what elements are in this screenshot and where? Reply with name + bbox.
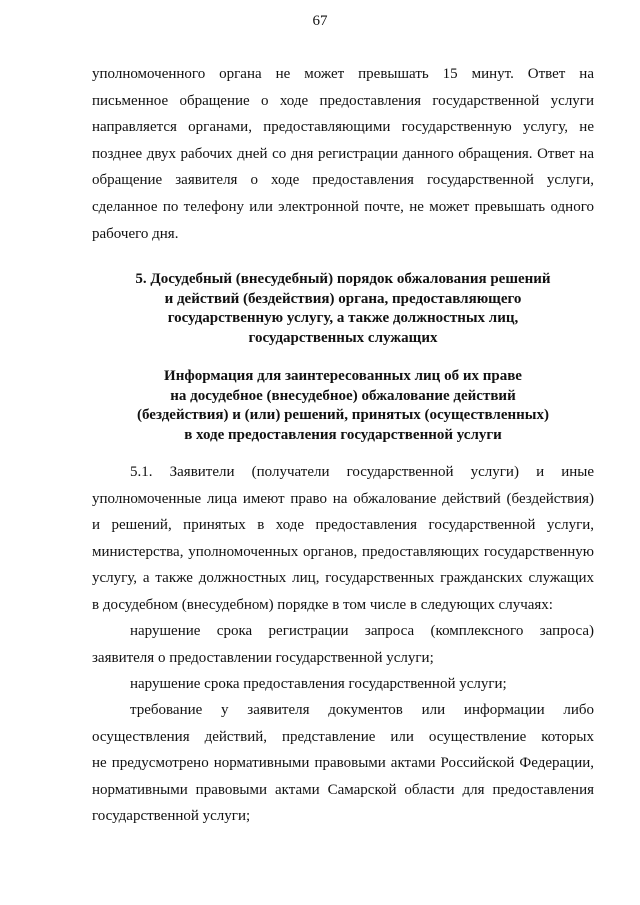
page-number: 67 bbox=[312, 13, 328, 29]
list-item bbox=[92, 697, 594, 830]
text-line: 5.1. Заявители (получатели государственной услуги) и иные bbox=[130, 464, 594, 480]
text-line: уполномоченные лица имеют право на обжалование действий (бездействия) bbox=[92, 490, 594, 507]
sub-heading bbox=[62, 367, 624, 445]
section-heading bbox=[62, 270, 624, 348]
text-line: требование у заявителя документов или информации либо bbox=[130, 702, 594, 718]
text-line: нарушение срока предоставления государственной услуги; bbox=[130, 676, 507, 692]
text-line: нарушение срока регистрации запроса (комплексного запроса) bbox=[130, 623, 594, 639]
heading-line: (бездействия) и (или) решений, принятых (осуществленных) bbox=[137, 407, 549, 423]
text-line: письменное обращение о ходе предоставления государственной услуги bbox=[92, 92, 594, 109]
text-line: не предусмотрено нормативными правовыми актами Российской Федерации, bbox=[92, 755, 594, 772]
text-line: рабочего дня. bbox=[92, 225, 179, 242]
text-line: сделанное по телефону или электронной почте, не может превышать одного bbox=[92, 198, 594, 215]
heading-line: на досудебное (внесудебное) обжалование действий bbox=[170, 387, 516, 404]
paragraph-5-1 bbox=[92, 459, 594, 619]
list-item bbox=[92, 671, 594, 698]
text-line: в досудебном (внесудебном) порядке в том числе в следующих случаях: bbox=[92, 596, 553, 613]
heading-line: в ходе предоставления государственной услуги bbox=[184, 426, 502, 443]
text-line: министерства, уполномоченных органов, предоставляющих государственную bbox=[92, 543, 594, 560]
text-line: заявителя о предоставлении государственной услуги; bbox=[92, 649, 434, 666]
text-line: уполномоченного органа не может превышать 15 минут. Ответ на bbox=[92, 66, 594, 82]
text-line: услугу, а также должностных лиц, государственных гражданских служащих bbox=[92, 570, 594, 587]
heading-line: Информация для заинтересованных лиц об их праве bbox=[164, 368, 522, 384]
text-line: обращение заявителя о ходе предоставления государственной услуги, bbox=[92, 172, 594, 189]
text-line: и решений, принятых в ходе предоставления государственной услуги, bbox=[92, 517, 594, 534]
heading-line: государственную услугу, а также должностных лиц, bbox=[167, 310, 519, 326]
text-line: позднее двух рабочих дней со дня регистрации данного обращения. Ответ на bbox=[92, 145, 594, 162]
list-item bbox=[92, 618, 594, 671]
heading-line: государственных служащих bbox=[248, 329, 438, 346]
heading-line: 5. Досудебный (внесудебный) порядок обжалования решений bbox=[135, 271, 551, 287]
text-line: осуществления действий, представление или осуществление которых bbox=[92, 728, 594, 745]
text-line: нормативными правовыми актами Самарской области для предоставления bbox=[92, 781, 594, 798]
heading-line: и действий (бездействия) органа, предоставляющего bbox=[164, 290, 522, 307]
text-line: направляется органами, предоставляющими государственную услугу, не bbox=[92, 119, 594, 136]
text-line: государственной услуги; bbox=[92, 808, 251, 825]
paragraph-intro bbox=[92, 61, 594, 247]
